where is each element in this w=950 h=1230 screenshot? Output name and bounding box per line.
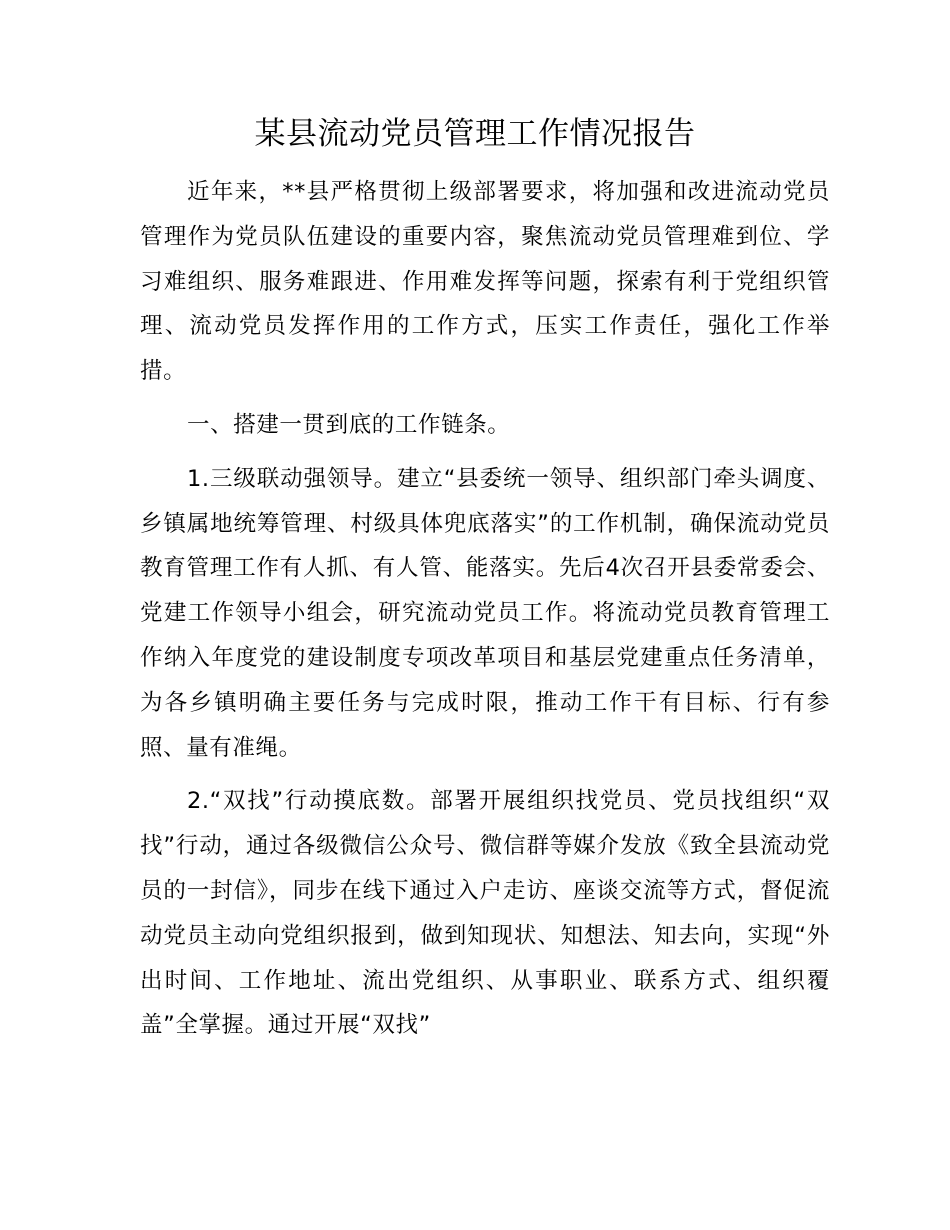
paragraph-intro: 近年来，**县严格贯彻上级部署要求，将加强和改进流动党员管理作为党员队伍建设的重要内容，聚焦流动党员管理难到位、学习难组织、服务难跟进、作用难发挥等问题，探索有利于党组织管理、流动党员发挥作用的工作方式，压实工作责任，强化工作举措。 bbox=[140, 179, 830, 385]
paragraph-item-1: 1.三级联动强领导。建立“县委统一领导、组织部门牵头调度、乡镇属地统筹管理、村级具体兜底落实”的工作机制，确保流动党员教育管理工作有人抓、有人管、能落实。先后4次召开县委常委会、党建工作领导小组会，研究流动党员工作。将流动党员教育管理工作纳入年度党的建设制度专项改革项目和基层党建重点任务清单，为各乡镇明确主要任务与完成时限，推动工作干有目标、行有参照、量有准绳。 bbox=[140, 465, 830, 761]
paragraph-item-2: 2.“双找”行动摸底数。部署开展组织找党员、党员找组织“双找”行动，通过各级微信公众号、微信群等媒介发放《致全县流动党员的一封信》，同步在线下通过入户走访、座谈交流等方式，督促流动党员主动向党组织报到，做到知现状、知想法、知去向，实现“外出时间、工作地址、流出党组织、从事职业、联系方式、组织覆盖”全掌握。通过开展“双找” bbox=[140, 788, 830, 1039]
document-body bbox=[140, 170, 830, 1057]
document-title: 某县流动党员管理工作情况报告 bbox=[254, 116, 696, 152]
section-heading-1: 一、搭建一贯到底的工作链条。 bbox=[187, 411, 511, 438]
